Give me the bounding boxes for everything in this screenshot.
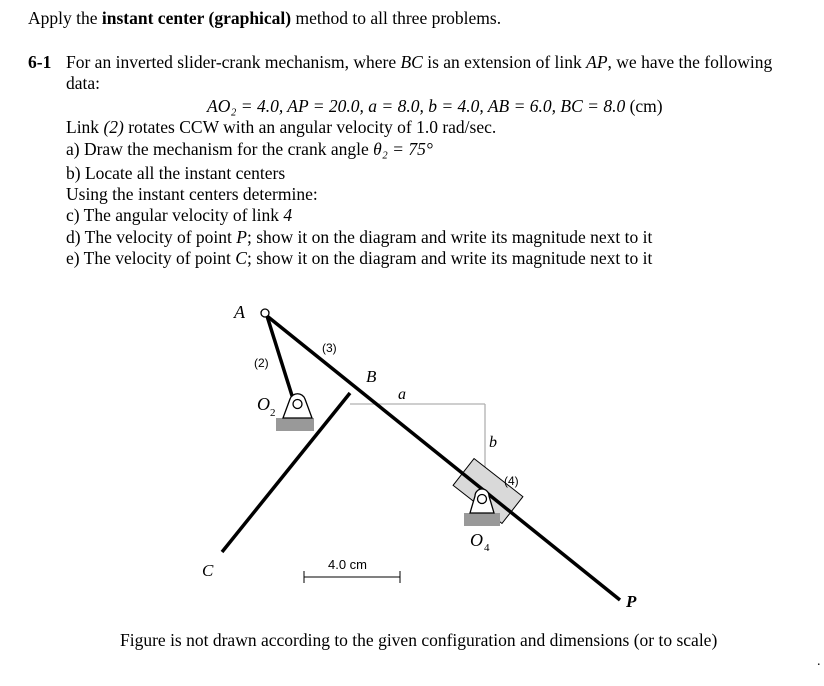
item-d-text-a: d) The velocity of point <box>66 227 237 247</box>
item-e-text-b: ; show it on the diagram and write its magnitude next to it <box>246 248 653 268</box>
item-c-link: 4 <box>283 205 293 225</box>
item-d-p: P <box>236 227 247 247</box>
label-o4-sub: 4 <box>484 542 490 554</box>
item-e-c: C <box>235 248 247 268</box>
figure-caption: Figure is not drawn according to the given configuration and dimensions (or to scale) <box>120 630 718 650</box>
item-d-text-b: ; show it on the diagram and write its magnitude next to it <box>246 227 653 247</box>
label-p-point: P <box>626 592 637 611</box>
problem-number: 6-1 <box>28 52 52 72</box>
data-unit: (cm) <box>625 96 663 116</box>
scale-label: 4.0 cm <box>328 557 368 572</box>
link-ap <box>267 316 620 600</box>
using-line: Using the instant centers determine: <box>66 184 318 204</box>
stmt-text-a: For an inverted slider-crank mechanism, where <box>66 52 401 72</box>
rotation-text-a: Link <box>66 117 104 137</box>
label-b-point: B <box>366 367 377 386</box>
item-b: b) Locate all the instant centers <box>66 163 286 183</box>
label-o2: O <box>257 394 270 414</box>
label-link-3: (3) <box>322 341 337 355</box>
label-link-2: (2) <box>254 356 269 370</box>
data-values: AO₂ = 4.0, AP = 20.0, a = 8.0, b = 4.0, AB = 6.0, BC = 8.0 <box>207 96 626 116</box>
item-a-text: a) Draw the mechanism for the crank angle <box>66 139 374 159</box>
label-a-point: A <box>234 302 245 322</box>
stmt-ap: AP <box>586 52 608 72</box>
rotation-link: (2) <box>103 117 124 137</box>
pin-a <box>261 309 269 317</box>
label-link-4: (4) <box>504 474 519 488</box>
rotation-text-b: rotates CCW with an angular velocity of 1.0 rad/sec. <box>123 117 497 137</box>
pivot-o4 <box>478 495 487 504</box>
stray-mark: . <box>817 654 821 669</box>
ground-o2 <box>276 418 314 431</box>
stmt-text-b: is an extension of link <box>422 52 587 72</box>
label-o4: O <box>470 530 483 550</box>
item-a-theta: θ₂ = 75° <box>373 139 433 159</box>
label-c-point: C <box>202 561 214 580</box>
label-o2-sub: 2 <box>270 407 276 419</box>
ground-o4 <box>464 513 500 526</box>
stmt-text-c: , we have the following <box>607 52 773 72</box>
stmt-bc: BC <box>400 52 423 72</box>
item-c-text: c) The angular velocity of link <box>66 205 284 225</box>
pivot-o2 <box>293 400 302 409</box>
intro-text-after: method to all three problems. <box>291 8 502 28</box>
item-e-text-a: e) The velocity of point <box>66 248 236 268</box>
intro-text-before: Apply the <box>28 8 102 28</box>
intro-text-bold: instant center (graphical) <box>101 8 292 28</box>
label-b-dim: b <box>489 434 497 451</box>
problem-statement-line2: data: <box>66 73 101 93</box>
label-a-dim: a <box>398 386 406 403</box>
